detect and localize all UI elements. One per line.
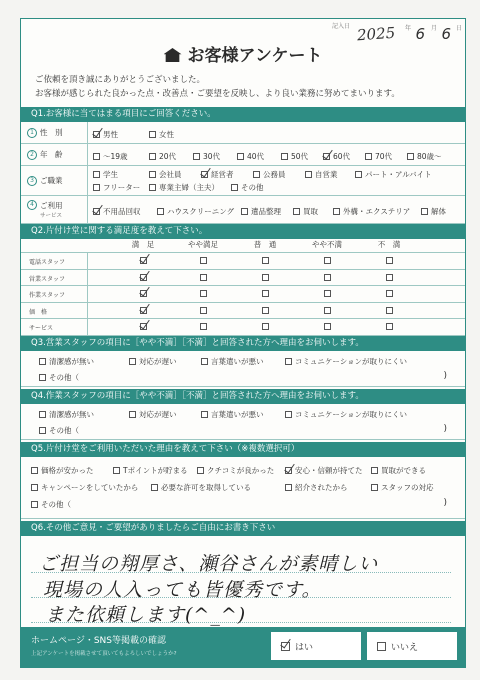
option-female[interactable]: 女性 [149,129,174,140]
option-occupation-owner[interactable]: 経営者 [201,169,234,180]
checkbox[interactable] [262,257,269,264]
checkbox[interactable] [237,153,244,160]
checkbox[interactable] [324,257,331,264]
row-number: 3 [27,176,37,186]
checkbox[interactable] [386,307,393,314]
q2-row-label: 営業スタッフ [29,275,66,283]
option-service[interactable]: 買取 [293,206,318,217]
q5-heading: Q5.片付け堂をご利用いただいた理由を教えて下さい（※複数選択可） [21,442,465,457]
checkbox[interactable] [386,257,393,264]
q3-options [21,351,465,387]
intro-line: お客様が感じられた良かった点・改善点・ご要望を反映し、より良い業務に努めてまいります。 [35,89,400,99]
q3-other[interactable]: その他（ [39,372,79,383]
checkbox[interactable] [324,323,331,330]
q2-row [21,253,465,270]
footer-title: ホームページ・SNS等掲載の確認 [31,636,166,646]
checkbox[interactable] [39,411,46,418]
column-header: やや不満 [312,240,342,249]
consent-no[interactable]: いいえ [367,632,457,660]
option-age[interactable]: 80歳～ [407,151,442,162]
checkbox[interactable] [323,153,330,160]
q3-heading: Q3.営業スタッフの項目に［やや不満］［不満］と回答された方へ理由をお伺いします。 [21,336,465,351]
q5-option[interactable]: クチコミが良かった [197,465,274,476]
checkbox[interactable] [39,358,46,365]
q2-row [21,319,465,336]
checkbox[interactable] [333,208,340,215]
date-label: 記入日 [331,23,350,30]
checkbox[interactable] [407,153,414,160]
q2-rating-cell[interactable] [173,290,233,299]
checkbox[interactable] [324,290,331,297]
q2-rating-cell[interactable] [359,274,419,283]
row-label: 年 齢 [40,150,63,159]
checkbox[interactable] [201,411,208,418]
q2-rating-cell[interactable] [113,307,173,316]
checkbox[interactable] [262,323,269,330]
q2-row-label: サービス [29,325,54,332]
option-service[interactable]: ハウスクリーニング [157,206,234,217]
q2-rating-cell[interactable] [359,257,419,266]
date-year-unit: 年 [404,25,411,32]
q1-heading: Q1.お客様に当てはまる項目にご回答ください。 [21,107,465,122]
option-age[interactable]: 50代 [281,151,308,162]
page-title [21,41,465,66]
option-age[interactable]: 40代 [237,151,264,162]
q2-row [21,270,465,287]
footer-subtitle: 上記アンケートを掲載させて頂いてもよろしいでしょうか? [31,651,177,657]
q5-option[interactable]: Tポイントが貯まる [113,465,188,476]
checkbox[interactable] [386,290,393,297]
q2-rating-cell[interactable] [359,323,419,332]
checkbox[interactable] [421,208,428,215]
q4-option[interactable]: コミュニケーションが取りにくい [285,409,407,420]
checkbox[interactable] [31,501,38,508]
q1-row-service [21,196,465,224]
option-age[interactable]: 20代 [149,151,176,162]
option-occupation[interactable]: 自営業 [305,169,338,180]
checkbox[interactable] [200,274,207,281]
q2-rating-cell[interactable] [235,274,295,283]
column-header: 満 足 [131,240,155,249]
column-header: 不 満 [377,240,401,249]
consent-yes[interactable]: はい [271,632,361,660]
q2-rating-cell[interactable] [113,290,173,299]
checkbox[interactable] [355,171,362,178]
handwritten-comment: ご担当の翔厚さ、瀬谷さんが素晴しい [39,553,379,575]
q3-option[interactable]: コミュニケーションが取りにくい [285,356,407,367]
q2-rating-cell[interactable] [297,290,357,299]
checkbox[interactable] [140,290,147,297]
q4-other[interactable]: その他（ [39,425,79,436]
checkbox[interactable] [281,153,288,160]
checkbox[interactable] [285,358,292,365]
checkbox[interactable] [241,208,248,215]
checkbox[interactable] [365,153,372,160]
checkbox[interactable] [200,307,207,314]
page-title-text: お客様アンケート [187,46,323,66]
option-occupation[interactable]: パート・アルバイト [355,169,432,180]
q2-heading: Q2.片付け堂に関する満足度を教えて下さい。 [21,224,465,239]
option-age[interactable]: 30代 [193,151,220,162]
date-day-unit: 日 [455,25,462,32]
column-header: やや満足 [188,240,218,249]
q4-options [21,404,465,440]
q2-rating-cell[interactable] [235,257,295,266]
checkbox[interactable] [285,484,292,491]
checkbox[interactable] [262,307,269,314]
row-label: 性 別 [40,128,63,137]
checkbox[interactable] [93,153,100,160]
checkbox[interactable] [386,323,393,330]
option-age[interactable]: 70代 [365,151,392,162]
checkbox[interactable] [262,290,269,297]
option-service[interactable]: 解体 [421,206,446,217]
row-label: ご利用 [40,201,63,210]
q2-rating-cell[interactable] [173,323,233,332]
q2-rating-cell[interactable] [235,290,295,299]
checkbox[interactable] [371,484,378,491]
checkbox[interactable] [281,642,290,651]
q1-row-occupation [21,166,465,196]
q2-row-label: 価 格 [29,308,48,316]
checkbox[interactable] [231,184,238,191]
checkbox[interactable] [140,257,147,264]
checkbox[interactable] [371,467,378,474]
checkbox[interactable] [140,307,147,314]
checkbox[interactable] [293,208,300,215]
checkbox[interactable] [285,467,292,474]
checkbox[interactable] [201,171,208,178]
q2-rating-cell[interactable] [235,323,295,332]
q5-option[interactable]: キャンペーンをしていたから [31,482,138,493]
date-month: 6 [415,25,425,43]
option-service[interactable]: 遺品整理 [241,206,281,217]
checkbox[interactable] [151,484,158,491]
row-label: ご職業 [40,176,63,185]
checkbox[interactable] [140,323,147,330]
checkbox[interactable] [93,184,100,191]
checkbox[interactable] [324,274,331,281]
q2-rating-cell[interactable] [113,274,173,283]
handwritten-comment: 現場の人入っても皆優秀です。 [43,579,322,601]
checkbox[interactable] [39,427,46,434]
q5-option[interactable]: 価格が安かった [31,465,94,476]
option-occupation[interactable]: 会社員 [149,169,182,180]
row-number: 4 [27,200,37,210]
option-occupation[interactable]: 学生 [93,169,118,180]
bracket-close: ) [443,371,447,381]
checkbox[interactable] [129,411,136,418]
q5-options [21,457,465,519]
checkbox[interactable] [386,274,393,281]
checkbox[interactable] [305,171,312,178]
q4-option[interactable]: 言葉遣いが悪い [201,409,264,420]
bracket-close: ) [443,424,447,434]
checkbox[interactable] [93,171,100,178]
checkbox[interactable] [140,274,147,281]
q5-option[interactable]: スタッフの対応 [371,482,434,493]
q1-row-gender [21,122,465,144]
checkbox[interactable] [201,358,208,365]
checkbox[interactable] [285,411,292,418]
q2-rating-cell[interactable] [297,323,357,332]
date-day: 6 [441,25,451,43]
q2-rating-cell[interactable] [113,323,173,332]
q2-column-headers [21,239,465,253]
checkbox[interactable] [129,358,136,365]
checkbox[interactable] [200,323,207,330]
q2-rating-cell[interactable] [359,307,419,316]
row-number: 1 [27,128,37,138]
q1-row-age [21,144,465,166]
checkbox[interactable] [200,290,207,297]
row-number: 2 [27,150,37,160]
checkbox[interactable] [200,257,207,264]
checkbox[interactable] [113,467,120,474]
bracket-close: ) [443,498,447,508]
q3-option[interactable]: 清潔感が無い [39,356,94,367]
option-service-junk[interactable]: 不用品回収 [93,206,141,217]
option-occupation[interactable]: その他 [231,182,264,193]
checkbox[interactable] [93,131,100,138]
option-male[interactable]: 男性 [93,129,118,140]
q3-option[interactable]: 対応が遅い [129,356,177,367]
q2-row [21,286,465,303]
checkbox[interactable] [39,374,46,381]
row-sublabel: サービス [40,213,63,219]
survey-sheet [20,18,466,668]
date-month-unit: 月 [430,25,437,32]
date-year: 2025 [356,23,396,45]
checkbox[interactable] [149,184,156,191]
q5-other[interactable]: その他（ [31,499,71,510]
q6-heading: Q6.その他ご意見・ご要望がありましたらご自由にお書き下さい [21,521,465,536]
checkbox[interactable] [262,274,269,281]
q2-rating-cell[interactable] [297,274,357,283]
intro-text [35,73,400,101]
q4-heading: Q4.作業スタッフの項目に［やや不満］［不満］と回答された方へ理由をお伺いします。 [21,389,465,404]
q4-option[interactable]: 対応が遅い [129,409,177,420]
checkbox[interactable] [93,208,100,215]
q4-option[interactable]: 清潔感が無い [39,409,94,420]
option-age[interactable]: ～19歳 [93,151,128,162]
q2-rating-cell[interactable] [359,290,419,299]
checkbox[interactable] [31,467,38,474]
option-age-60s[interactable]: 60代 [323,151,350,162]
checkbox[interactable] [324,307,331,314]
consent-footer [21,627,465,667]
checkbox[interactable] [193,153,200,160]
option-occupation[interactable]: 専業主婦（主夫） [149,182,219,193]
handwritten-comment: また依頼します(^_^) [45,604,247,626]
q2-rating-cell[interactable] [297,307,357,316]
q2-row [21,303,465,320]
intro-line: ご依頼を頂き誠にありがとうございました。 [35,75,206,85]
q2-rating-cell[interactable] [173,274,233,283]
q2-rating-cell[interactable] [235,307,295,316]
column-header: 普 通 [253,240,277,249]
q5-option-trust[interactable]: 安心・信頼が持てた [285,465,363,476]
q2-row-label: 電話スタッフ [29,259,66,266]
q2-rating-cell[interactable] [113,257,173,266]
q2-rating-cell[interactable] [297,257,357,266]
checkbox[interactable] [149,131,156,138]
checkbox[interactable] [149,171,156,178]
q3-option[interactable]: 言葉遣いが悪い [201,356,264,367]
checkbox[interactable] [149,153,156,160]
checkbox[interactable] [31,484,38,491]
checkbox[interactable] [253,171,260,178]
option-service[interactable]: 外構・エクステリア [333,206,410,217]
house-icon [164,48,182,62]
option-occupation[interactable]: フリーター [93,182,140,193]
q2-rating-cell[interactable] [173,307,233,316]
q5-option[interactable]: 買取ができる [371,465,426,476]
q2-rating-cell[interactable] [173,257,233,266]
checkbox[interactable] [197,467,204,474]
q5-option[interactable]: 紹介されたから [285,482,348,493]
option-occupation[interactable]: 公務員 [253,169,286,180]
q2-row-label: 作業スタッフ [29,292,66,299]
checkbox[interactable] [377,642,386,651]
q5-option[interactable]: 必要な許可を取得している [151,482,251,493]
checkbox[interactable] [157,208,164,215]
